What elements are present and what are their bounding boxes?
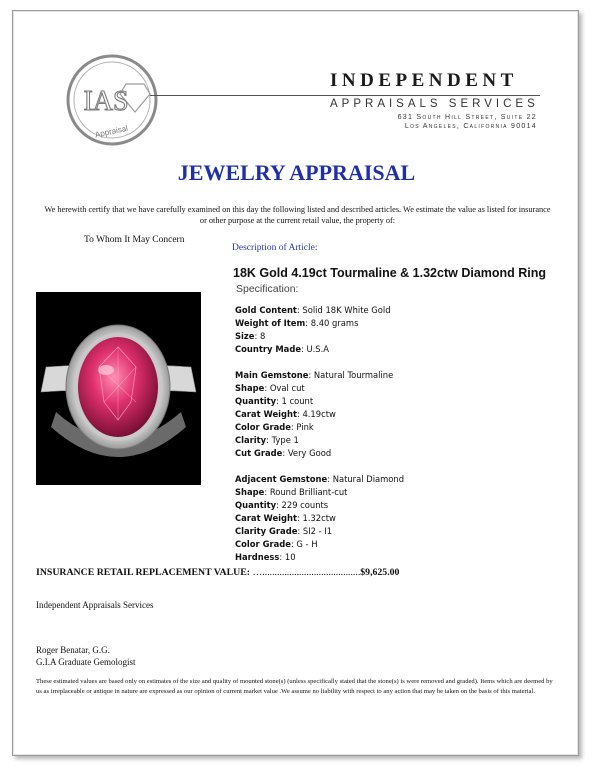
appraiser-name: Roger Benatar, G.G. (36, 645, 110, 655)
spec-row-adjacent-clarity: Clarity Grade: SI2 - I1 (235, 526, 333, 536)
spec-row-adjacent-carat: Carat Weight: 1.32ctw (235, 513, 336, 523)
spec-row-main-gemstone: Main Gemstone: Natural Tourmaline (235, 370, 394, 380)
address-line-2: Los Angeles, California 90014 (404, 123, 537, 130)
certify-text: We herewith certify that we have carefully examined on this day the following listed and described articles. We estimate the value as listed for insurance or other purpose at the current retail value, the property of: (44, 205, 551, 225)
spec-row-main-cut: Cut Grade: Very Good (235, 448, 332, 458)
appraiser-title: G.I.A Graduate Gemologist (36, 657, 136, 667)
spec-row-adjacent-color: Color Grade: G - H (235, 539, 318, 549)
logo-subtext: Appraisal (94, 123, 129, 140)
spec-row-main-color: Color Grade: Pink (235, 422, 314, 432)
disclaimer: These estimated values are based only on estimates of the size and quality of mounted stone(s) (unless specifically stated that the stone(s) is were removed and graded). Items which are deemed by us as irreplaceable or antique in nature are expressed as our opinion of current market value .We assume no liability with respect to any action that may be taken on the basis of this material. (36, 678, 553, 695)
logo-text: IAS (83, 86, 129, 117)
spec-row-main-shape: Shape: Oval cut (235, 383, 305, 393)
insurance-value-label: INSURANCE RETAIL REPLACEMENT VALUE: (36, 567, 251, 578)
header-divider (150, 95, 540, 96)
spec-row-adjacent-gemstone: Adjacent Gemstone: Natural Diamond (235, 474, 405, 484)
ias-logo (66, 54, 158, 146)
ring-photo (36, 292, 201, 485)
insurance-value-line (36, 567, 399, 578)
company-subtitle: APPRAISALS SERVICES (330, 98, 539, 110)
address-line-1: 631 South Hill Street, Suite 22 (397, 114, 537, 121)
specification-label: Specification: (236, 283, 299, 295)
spec-row-main-carat: Carat Weight: 4.19ctw (235, 409, 336, 419)
document-title: JEWELRY APPRAISAL (177, 160, 416, 185)
value-leader: …........................................ (252, 567, 361, 578)
spec-row-size: Size: 8 (235, 331, 266, 341)
company-name: INDEPENDENT (330, 70, 518, 91)
specifications (235, 304, 404, 564)
spec-row-adjacent-shape: Shape: Round Brilliant-cut (235, 487, 348, 497)
spec-row-weight: Weight of Item: 8.40 grams (235, 318, 359, 328)
spec-row-country: Country Made: U.S.A (235, 344, 329, 354)
item-title: 18K Gold 4.19ct Tourmaline & 1.32ctw Diamond Ring (233, 266, 547, 280)
insurance-value-amount: $9,625.00 (360, 567, 400, 578)
footer-company: Independent Appraisals Services (36, 600, 154, 610)
description-label: Description of Article: (232, 243, 318, 253)
spec-row-main-clarity: Clarity: Type 1 (235, 435, 299, 445)
spec-row-adjacent-quantity: Quantity: 229 counts (235, 500, 329, 510)
spec-row-main-quantity: Quantity: 1 count (235, 396, 314, 406)
recipient: To Whom It May Concern (84, 235, 185, 245)
spec-row-adjacent-hardness: Hardness: 10 (235, 552, 296, 562)
spec-row-gold-content: Gold Content: Solid 18K White Gold (235, 305, 391, 315)
